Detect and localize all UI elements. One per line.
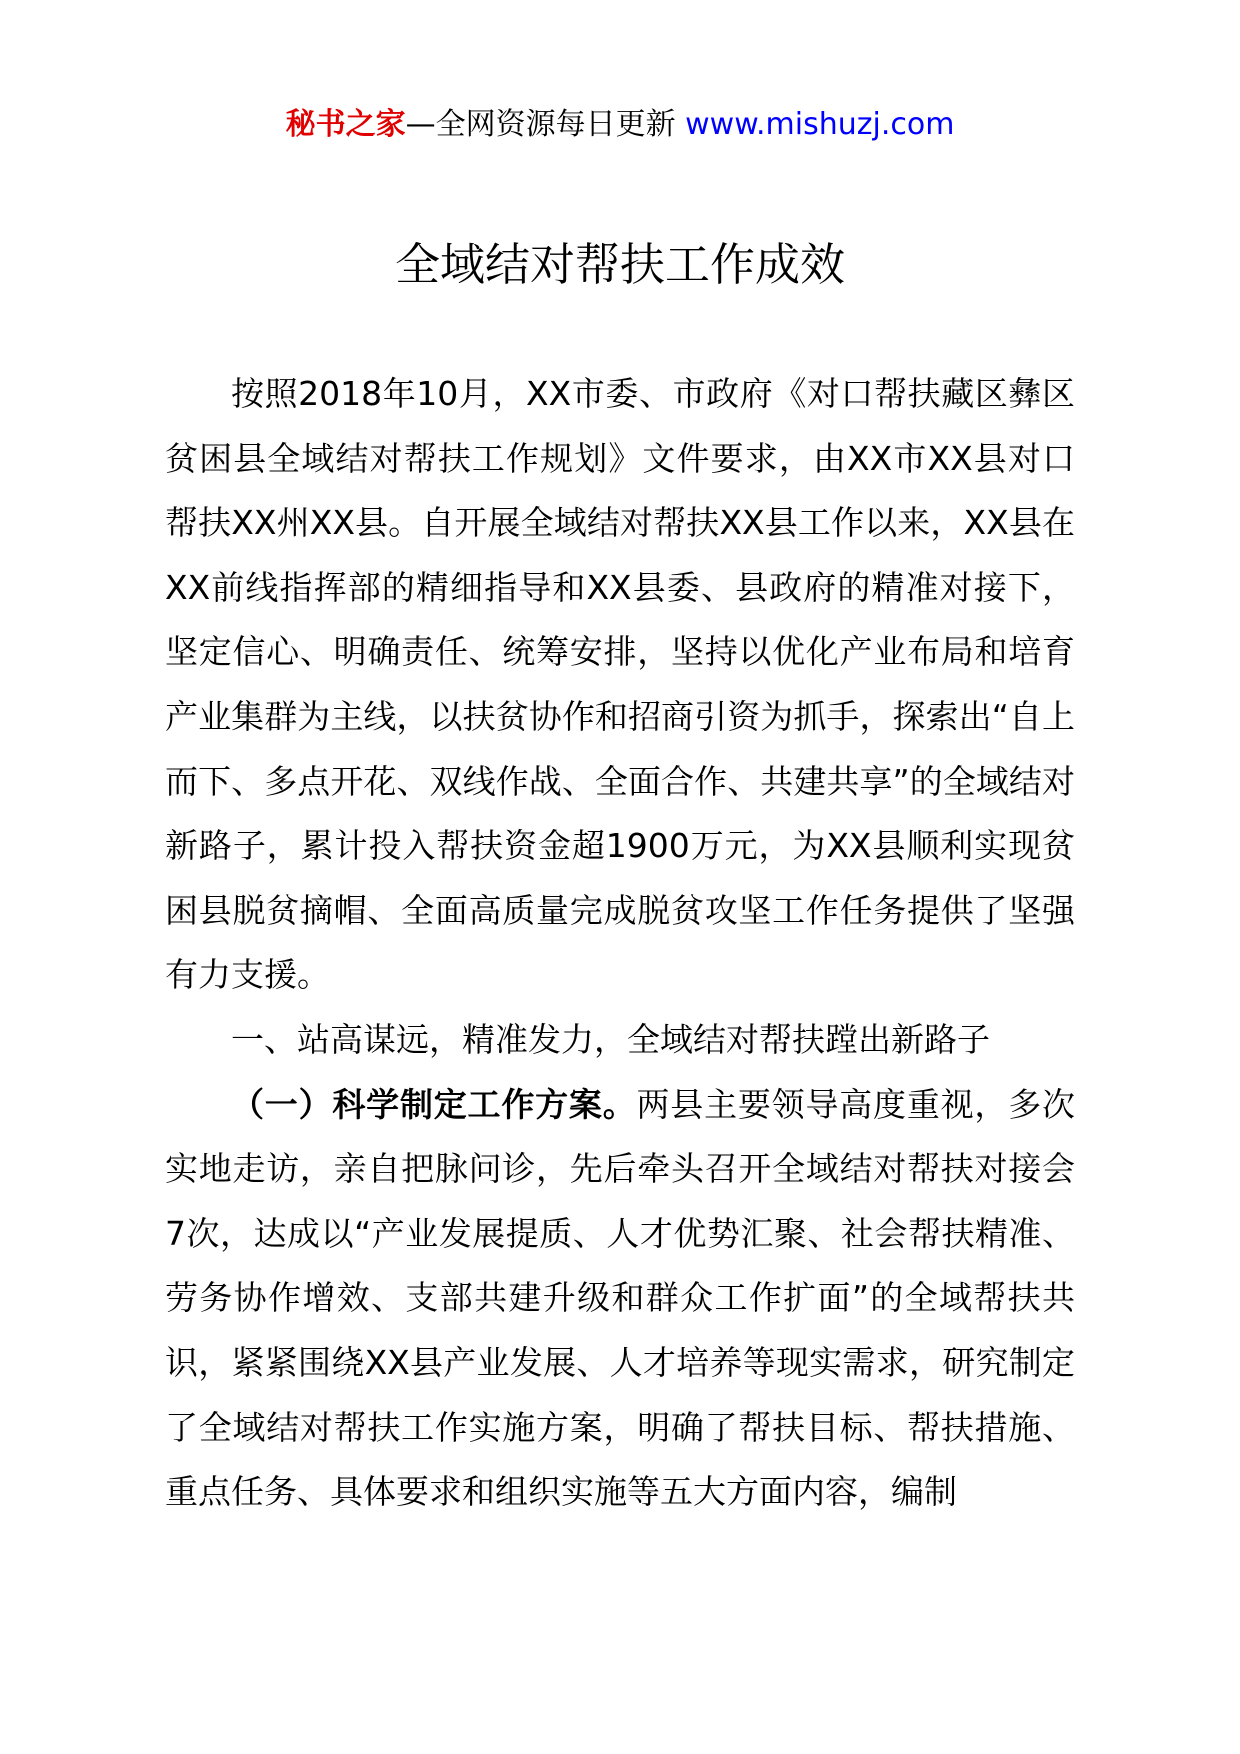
site-brand: 秘书之家: [285, 107, 406, 142]
intro-paragraph: 按照2018年10月，XX市委、市政府《对口帮扶藏区彝区贫困县全域结对帮扶工作规划》文件要求，由XX市XX县对口帮扶XX州XX县。自开展全域结对帮扶XX县工作以来，XX县在XX前线指挥部的精细指导和XX县委、县政府的精准对接下，坚定信心、明确责任、统筹安排，坚持以优化产业布局和培育产业集群为主线，以扶贫协作和招商引资为抓手，探索出“自上而下、多点开花、双线作战、全面合作、共建共享”的全域结对新路子，累计投入帮扶资金超1900万元，为XX县顺利实现贫困县脱贫摘帽、全面高质量完成脱贫攻坚工作任务提供了坚强有力支援。: [165, 374, 1075, 995]
site-url-link[interactable]: www.mishuzj.com: [685, 107, 955, 142]
subsection-paragraph: [165, 1073, 1075, 1525]
site-header: [0, 98, 1240, 152]
document-body: [165, 362, 1075, 1525]
document-title: 全域结对帮扶工作成效: [394, 238, 845, 291]
subsection-text: 两县主要领导高度重视，多次实地走访，亲自把脉问诊，先后牵头召开全域结对帮扶对接会7次，达成以“产业发展提质、人才优势汇聚、社会帮扶精准、劳务协作增效、支部共建升级和群众工作扩面”的全域帮扶共识，紧紧围绕XX县产业发展、人才培养等现实需求，研究制定了全域结对帮扶工作实施方案，明确了帮扶目标、帮扶措施、重点任务、具体要求和组织实施等五大方面内容，编制: [165, 1084, 1076, 1512]
site-slogan: —全网资源每日更新: [405, 107, 686, 142]
subsection-label: （一）科学制定工作方案。: [231, 1084, 637, 1124]
section-heading: 一、站高谋远，精准发力，全域结对帮扶蹚出新路子: [231, 1019, 990, 1059]
